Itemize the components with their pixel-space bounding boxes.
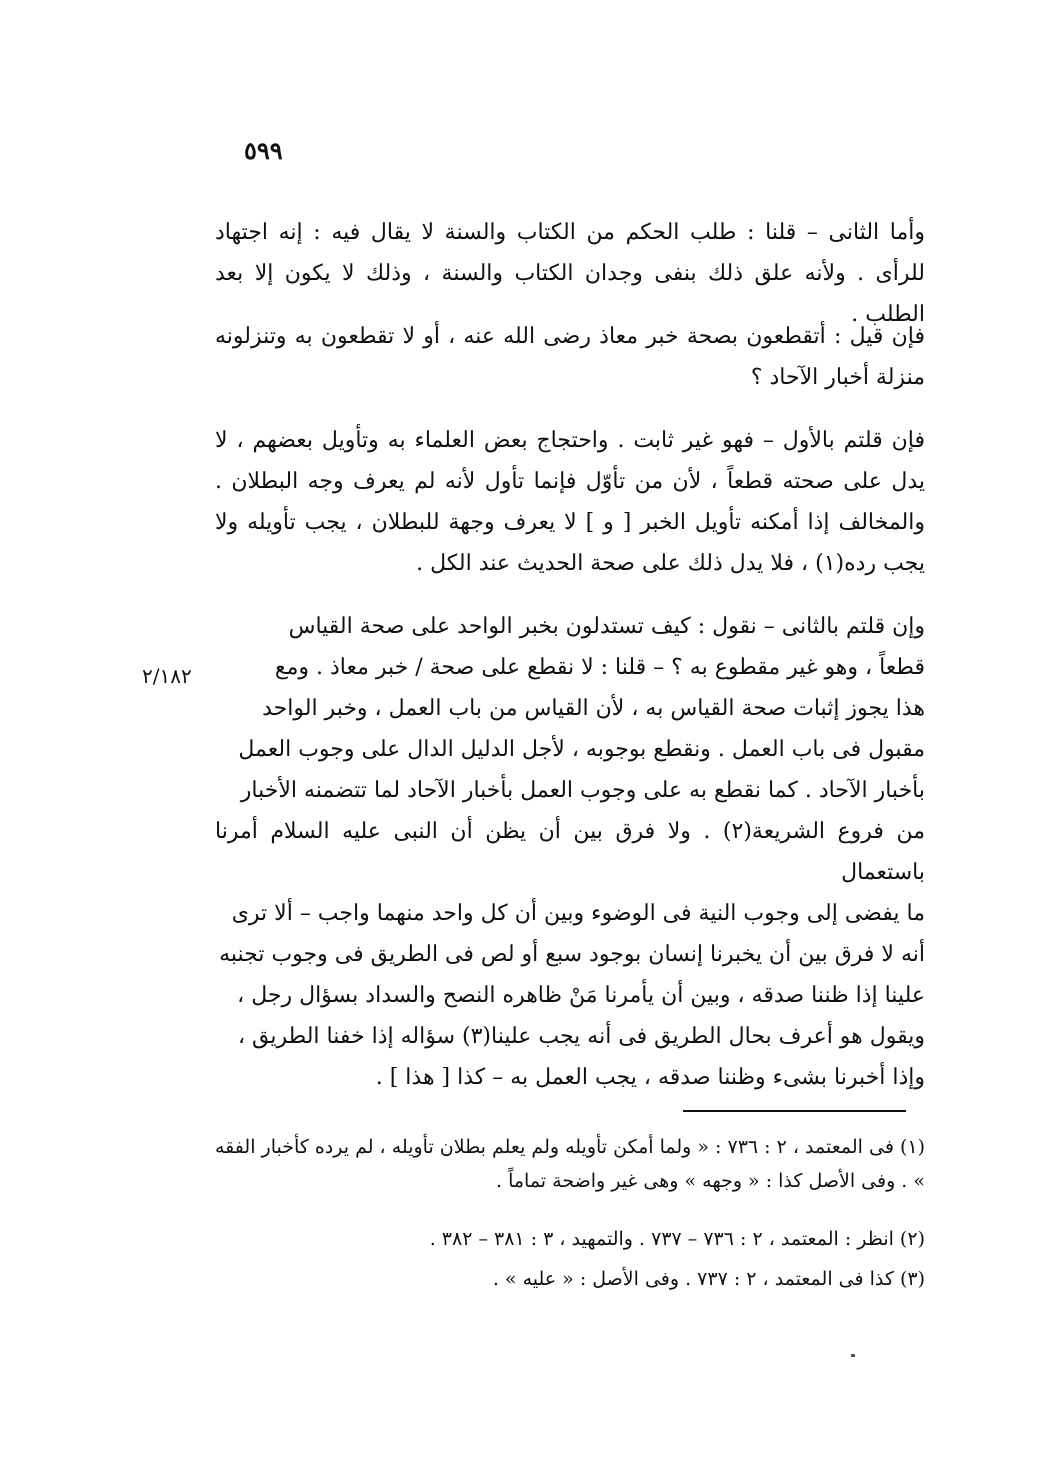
footnote-3: (٣) كذا فى المعتمد ، ٢ : ٧٣٧ . وفى الأصل : « عليه » . [492, 1268, 925, 1290]
paragraph-4-line: وإن قلتم بالثانى – نقول : كيف تستدلون بخبر الواحد على صحة القياس [288, 614, 925, 639]
paragraph-4-line: ويقول هو أعرف بحال الطريق فى أنه يجب علينا(٣) سؤاله إذا خفنا الطريق ، [237, 1024, 925, 1049]
footnote-divider [683, 1110, 906, 1112]
paragraph-4-line: بأخبار الآحاد . كما نقطع به على وجوب العمل بأخبار الآحاد لما تتضمنه الأخبار [240, 778, 925, 803]
paragraph-4 [215, 606, 925, 1098]
paragraph-4-line: وإذا أخبرنا بشىء وظننا صدقه ، يجب العمل به – كذا [ هذا ] . [375, 1065, 925, 1090]
footnote-1: (١) فى المعتمد ، ٢ : ٧٣٦ : « ولما أمكن تأويله ولم يعلم بطلان تأويله ، لم يرده كأخبار الفقه » . وفى الأصل كذا : « وجهه » وهى غير واضحة تماماً . [215, 1136, 926, 1192]
page-number: ٥٩٩ [244, 136, 283, 165]
paragraph-4-line: قطعاً ، وهو غير مقطوع به ؟ – قلنا : لا نقطع على صحة / خبر معاذ . ومع [274, 655, 925, 680]
paragraph-4-line: مقبول فى باب العمل . ونقطع بوجوبه ، لأجل الدليل الدال على وجوب العمل [238, 737, 925, 762]
scan-speck [851, 1354, 855, 1357]
paragraph-2: فإن قيل : أتقطعون بصحة خبر معاذ رضى الله عنه ، أو لا تقطعون به وتنزلونه منزلة أخبار الآحاد ؟ [215, 324, 925, 390]
paragraph-4-line: هذا يجوز إثبات صحة القياس به ، لأن القياس من باب العمل ، وخبر الواحد [262, 696, 925, 721]
paragraph-4-line: أنه لا فرق بين أن يخبرنا إنسان بوجود سبع أو لص فى الطريق فى وجوب تجنبه [219, 942, 925, 967]
paragraph-1: وأما الثانى – قلنا : طلب الحكم من الكتاب والسنة لا يقال فيه : إنه اجتهاد للرأى . ولأنه علق ذلك بنفى وجدان الكتاب والسنة ، وذلك لا يكون إلا بعد الطلب . [215, 220, 925, 327]
footnote-2: (٢) انظر : المعتمد ، ٢ : ٧٣٦ – ٧٣٧ . والتمهيد ، ٣ : ٣٨١ – ٣٨٢ . [429, 1228, 925, 1250]
paragraph-4-line: ما يفضى إلى وجوب النية فى الوضوء وبين أن كل واحد منهما واجب – ألا ترى [231, 901, 925, 926]
paragraph-3: فإن قلتم بالأول – فهو غير ثابت . واحتجاج بعض العلماء به وتأويل بعضهم ، لا يدل على صحته قطعاً ، لأن من تأوّل فإنما تأول لأنه لم يعرف وجه البطلان . والمخالف إذا أمكنه تأويل الخبر [ و ] لا يعرف وجهة للبطلان ، يجب تأويله ولا يجب رده(١) ، فلا يدل ذلك على صحة الحديث عند الكل . [215, 428, 925, 576]
paragraph-4-line: علينا إذا ظننا صدقه ، وبين أن يأمرنا مَنْ ظاهره النصح والسداد بسؤال رجل ، [237, 983, 925, 1008]
margin-reference: ٢/١٨٢ [142, 664, 192, 688]
paragraph-4-line: من فروع الشريعة(٢) . ولا فرق بين أن يظن أن النبى عليه السلام أمرنا باستعمال [215, 819, 926, 885]
